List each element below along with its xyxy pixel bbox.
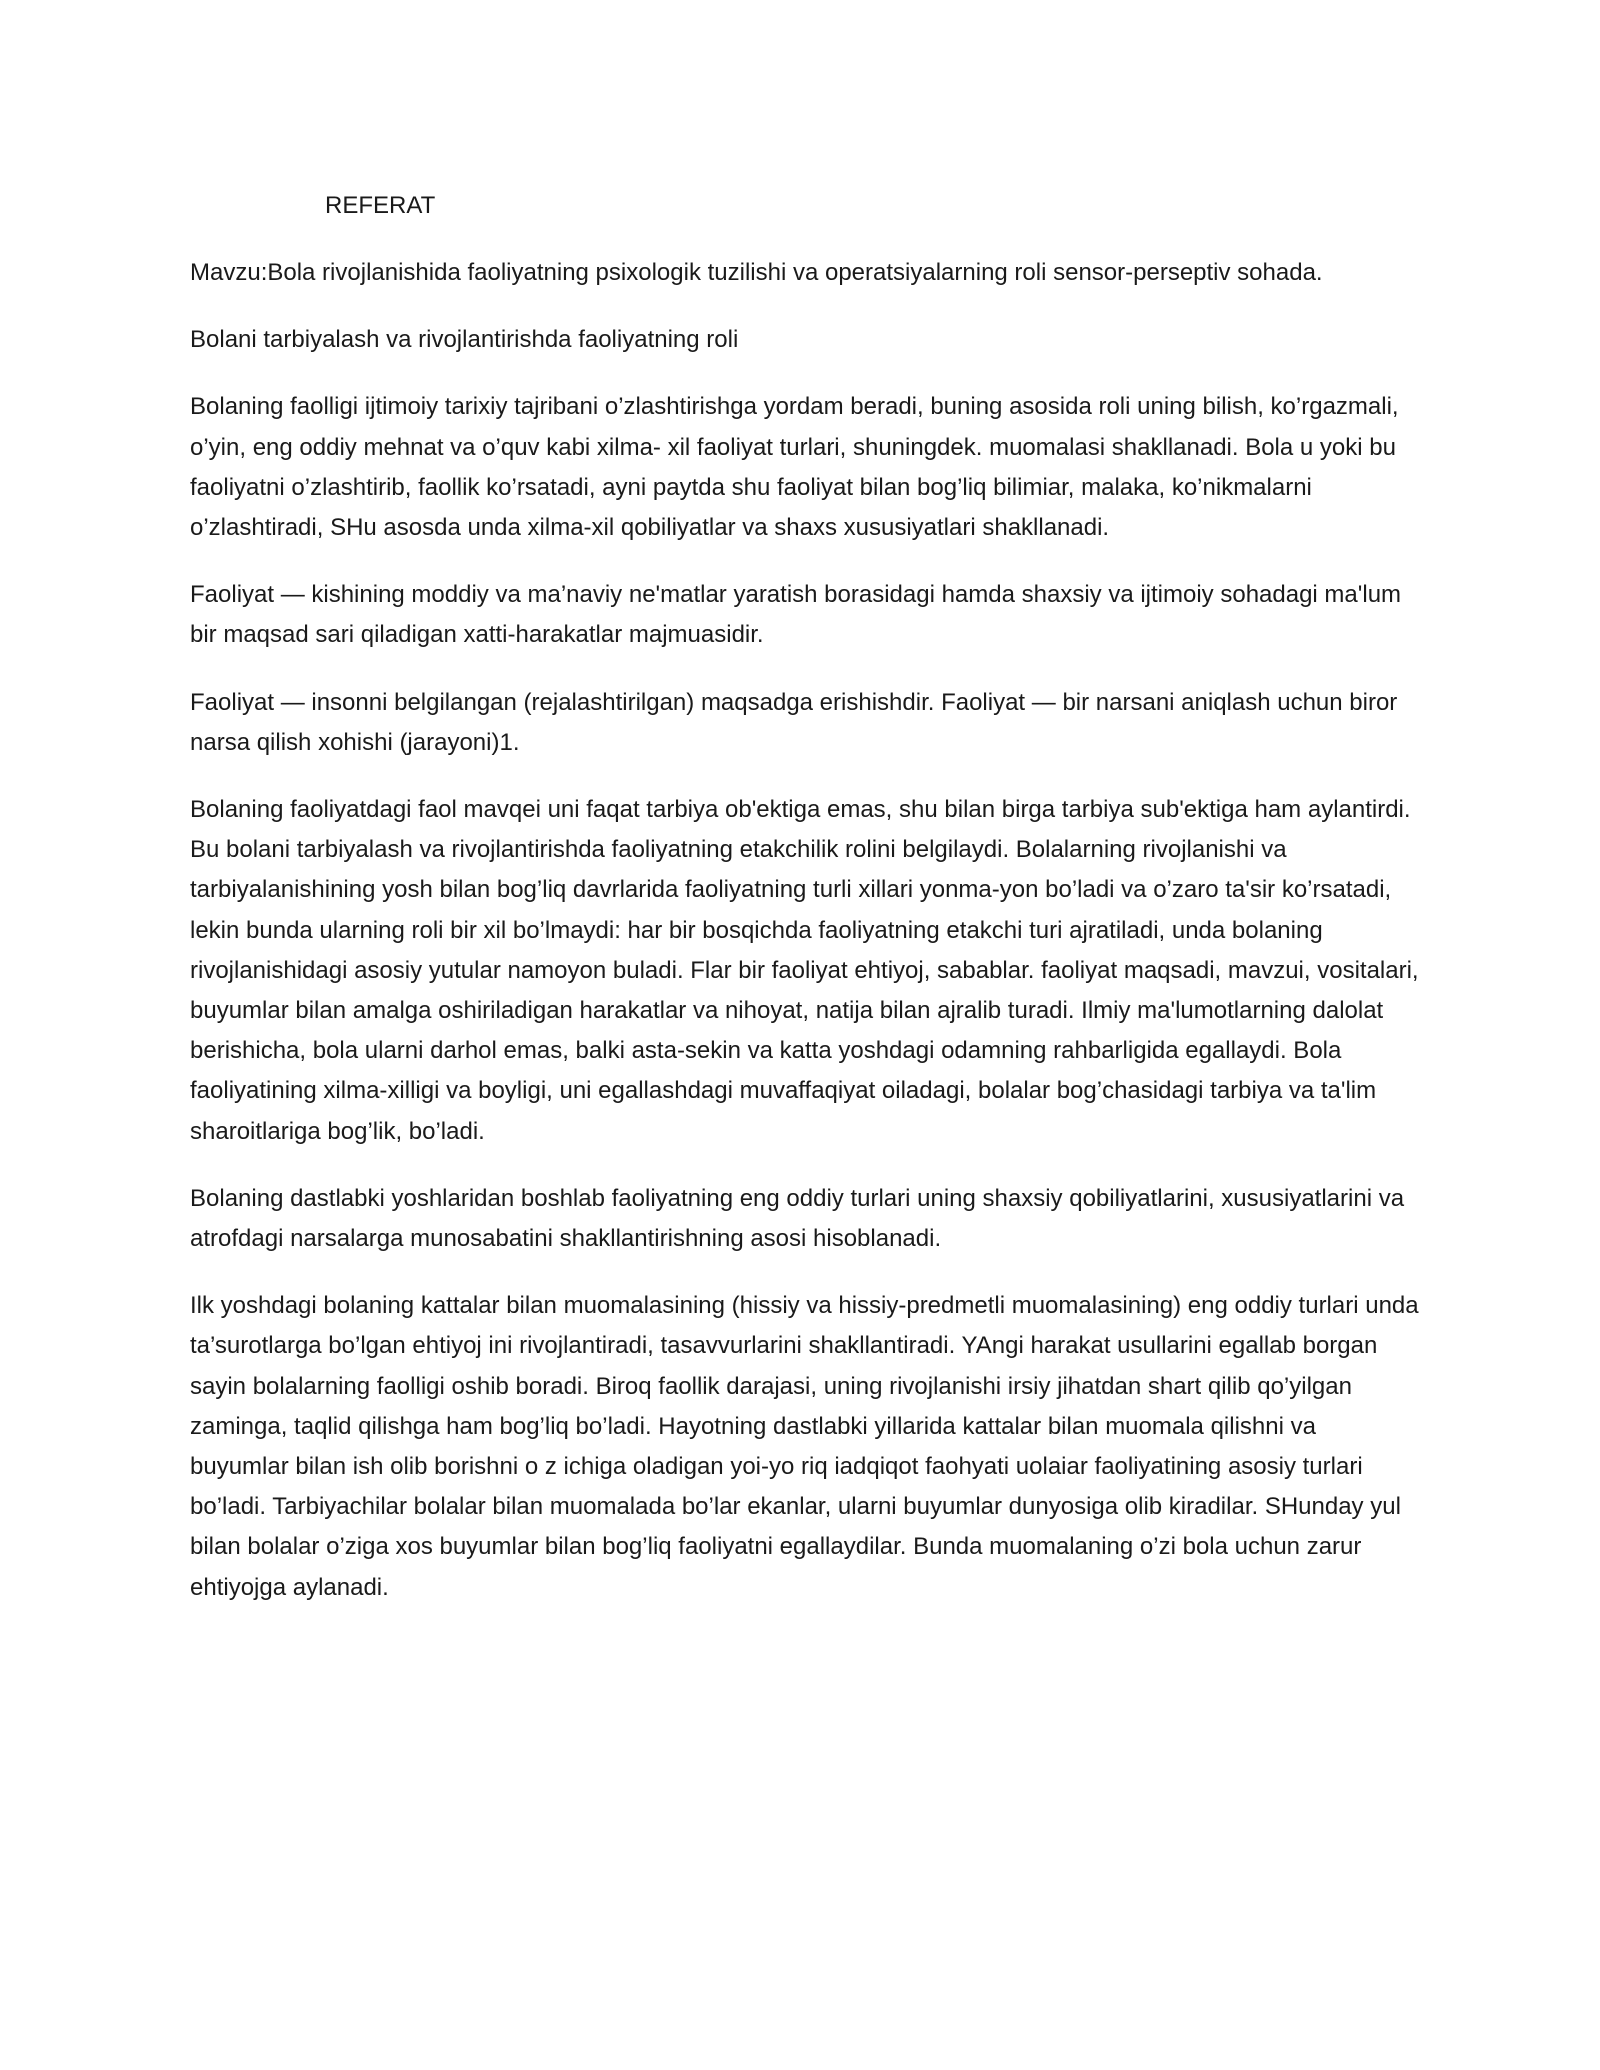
body-paragraph: Bolaning dastlabki yoshlaridan boshlab faoliyatning eng oddiy turlari uning shaxsiy qobiliyatlarini, xususiyatlarini va atrofdagi narsalarga munosabatini shakllantirishning asosi hisoblanadi. — [190, 1184, 1405, 1253]
body-paragraph: Ilk yoshdagi bolaning kattalar bilan muomalasining (hissiy va hissiy-predmetli muomalasining) eng oddiy turlari unda ta’surotlarga bo’lgan ehtiyoj ini rivojlantiradi, tasavvurlarini shakllantiradi. YAngi harakat usullarini egallab borgan sayin bolalarning faolligi oshib boradi. Biroq faollik darajasi, uning rivojlanishi irsiy jihatdan shart qilib qo’yilgan zaminga, taqlid qilishga ham bog’liq bo’ladi. Hayotning dastlabki yillarida kattalar bilan muomala qilishni va buyumlar bilan ish olib borishni o z ichiga oladigan yoi-yo riq iadqiqot faohyati uolaiar faoliyatining asosiy turlari bo’ladi. Tarbiyachilar bolalar bilan muomalada bo’lar ekanlar, ularni buyumlar dunyosiga olib kiradilar. SHunday yul bilan bolalar o’ziga xos buyumlar bilan bog’liq faoliyatni egallaydilar. Bunda muomalaning o’zi bola uchun zarur ehtiyojga aylanadi. — [190, 1292, 1419, 1601]
body-paragraph: Faoliyat — insonni belgilangan (rejalashtirilgan) maqsadga erishishdir. Faoliyat — bir narsani aniqlash uchun biror narsa qilish xohishi (jarayoni)1. — [190, 688, 1398, 756]
body-paragraph: Faoliyat — kishining moddiy va ma’naviy ne'matlar yaratish borasidagi hamda shaxsiy va ijtimoiy sohadagi ma'lum bir maqsad sari qiladigan xatti-harakatlar majmuasidir. — [190, 581, 1402, 649]
section-heading: Bolani tarbiyalash va rivojlantirishda faoliyatning roli — [190, 326, 739, 354]
document-body — [190, 253, 1420, 1635]
topic-paragraph: Mavzu:Bola rivojlanishida faoliyatning psixologik tuzilishi va operatsiyalarning roli sensor-perseptiv sohada. — [190, 259, 1323, 286]
body-paragraph: Bolaning faoliyatdagi faol mavqei uni faqat tarbiya ob'ektiga emas, shu bilan birga tarbiya sub'ektiga ham aylantirdi. Bu bolani tarbiyalash va rivojlantirishda faoliyatning etakchilik rolini belgilaydi. Bolalarning rivojlanishi va tarbiyalanishining yosh bilan bog’liq davrlarida faoliyatning turli xillari yonma-yon bo’ladi va o’zaro ta'sir ko’rsatadi, lekin bunda ularning roli bir xil bo’lmaydi: har bir bosqichda faoliyatning etakchi turi ajratiladi, unda bolaning rivojlanishidagi asosiy yutular namoyon buladi. Flar bir faoliyat ehtiyoj, sabablar. faoliyat maqsadi, mavzui, vositalari, buyumlar bilan amalga oshiriladigan harakatlar va nihoyat, natija bilan ajralib turadi. Ilmiy ma'lumotlarning dalolat berishicha, bola ularni darhol emas, balki asta-sekin va katta yoshdagi odamning rahbarligida egallaydi. Bola faoliyatining xilma-xilligi va boyligi, uni egallashdagi muvaffaqiyat oiladagi, bolalar bog’chasidagi tarbiya va ta'lim sharoitlariga bog’lik, bo’ladi. — [190, 796, 1419, 1145]
body-paragraph: Bolaning faolligi ijtimoiy tarixiy tajribani o’zlashtirishga yordam beradi, buning asosida roli uning bilish, ko’rgazmali, o’yin, eng oddiy mehnat va o’quv kabi xilma- xil faoliyat turlari, shuningdek. muomalasi shakllanadi. Bola u yoki bu faoliyatni o’zlashtirib, faollik ko’rsatadi, ayni paytda shu faoliyat bilan bog’liq bilimiar, malaka, ko’nikmalarni o’zlashtiradi, SHu asosda unda xilma-xil qobiliyatlar va shaxs xususiyatlari shakllanadi. — [190, 393, 1399, 542]
document-title: REFERAT — [325, 192, 436, 219]
